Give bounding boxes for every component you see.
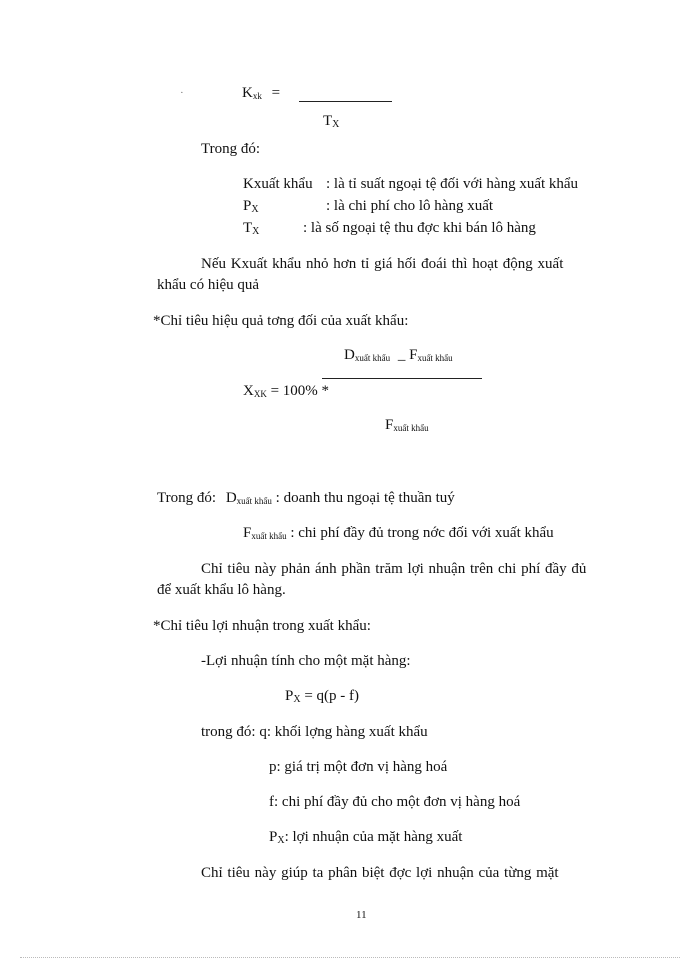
numerator-minus: _ — [397, 347, 406, 363]
t-subscript: X — [332, 119, 340, 130]
formula3-rest: = q(p - f) — [304, 688, 360, 704]
where3-q-line: trong đó: q: khối lợng hàng xuất khẩu — [201, 724, 428, 740]
where2-f-subscript: xuất khẩu — [251, 531, 287, 541]
k-subscript: xk — [252, 91, 262, 101]
section-heading-export-profit: *Chỉ tiêu lợi nhuận trong xuất khẩu: — [153, 618, 371, 634]
formula1-denominator — [323, 112, 339, 132]
where3-px-line — [269, 828, 462, 848]
where2-d-desc: : doanh thu ngoại tệ thuần tuý — [275, 490, 455, 506]
sub-heading-profit-per-item: -Lợi nhuận tính cho một mặt hàng: — [201, 653, 411, 669]
section-heading-relative-efficiency: *Chỉ tiêu hiệu quả tơng đối của xuất khẩu: — [153, 313, 409, 329]
where2-f-line — [243, 524, 554, 543]
where2-d-line — [157, 489, 455, 508]
where3-px-subscript: X — [277, 835, 285, 846]
where1-heading: Trong đó: — [201, 141, 261, 157]
formula1-lhs — [242, 84, 280, 103]
where3-f-line: f: chi phí đầy đủ cho một đơn vị hàng hoá — [269, 794, 521, 810]
t-symbol-2: T — [243, 220, 253, 236]
denominator-f-subscript: xuất khẩu — [393, 423, 429, 433]
formula3 — [285, 687, 359, 707]
p-subscript: X — [251, 204, 259, 215]
formula2-denominator — [385, 416, 429, 435]
where1-k-label: Kxuất khẩu — [243, 176, 313, 192]
para2-line1: Chỉ tiêu này phản ánh phần trăm lợi nhuận trên chi phí đầy đủ — [201, 561, 587, 577]
numerator-f-subscript: xuất khẩu — [417, 353, 453, 363]
t-subscript-2: X — [252, 226, 260, 237]
where1-p-desc: : là chi phí cho lô hàng xuất — [326, 198, 494, 214]
where1-t-symbol — [243, 219, 259, 239]
where2-heading: Trong đó: — [157, 490, 217, 506]
where3-px-symbol: P — [269, 829, 278, 845]
numerator-d-subscript: xuất khẩu — [354, 353, 391, 363]
lhs-rest: = 100% * — [270, 383, 330, 399]
t-symbol: T — [323, 113, 333, 129]
k-symbol: K — [242, 85, 253, 101]
numerator-f: F — [409, 347, 418, 363]
lhs-subscript: XK — [253, 389, 267, 399]
where2-d-subscript: xuất khẩu — [236, 496, 272, 506]
formula2-lhs — [243, 382, 329, 401]
formula1-equals: = — [271, 85, 281, 101]
where2-d-symbol: D — [225, 490, 237, 506]
where1-k-desc: : là tỉ suất ngoại tệ đối với hàng xuất khẩu — [326, 176, 579, 192]
where2-f-symbol: F — [243, 525, 252, 541]
where1-t-desc: : là số ngoại tệ thu đợc khi bán lô hàng — [303, 220, 536, 236]
para1-line1: Nếu Kxuất khẩu nhỏ hơn tỉ giá hối đoái thì hoạt động xuất — [201, 256, 564, 272]
numerator-d: D — [344, 347, 355, 363]
para1-line2: khẩu có hiệu quả — [157, 277, 260, 293]
formula3-subscript: X — [293, 694, 301, 705]
formula2-numerator — [344, 346, 453, 365]
formula3-p: P — [285, 688, 294, 704]
para3-line1: Chỉ tiêu này giúp ta phân biệt đợc lợi nhuận của từng mặt — [201, 865, 559, 881]
page-number: 11 — [356, 909, 367, 921]
where3-p-line: p: giá trị một đơn vị hàng hoá — [269, 759, 448, 775]
denominator-f: F — [385, 417, 394, 433]
where2-f-desc: : chi phí đầy đủ trong nớc đối với xuất khẩu — [290, 525, 554, 541]
para2-line2: để xuất khẩu lô hàng. — [157, 582, 286, 598]
formula2-fraction-bar — [322, 378, 482, 379]
where3-px-desc: : lợi nhuận của mặt hàng xuất — [284, 829, 463, 845]
where1-p-symbol — [243, 197, 259, 217]
lhs-x: X — [243, 383, 254, 399]
page-break-line — [20, 957, 680, 958]
formula1-fraction-bar — [299, 101, 392, 102]
stray-dot: · — [180, 87, 184, 99]
p-symbol: P — [243, 198, 252, 214]
